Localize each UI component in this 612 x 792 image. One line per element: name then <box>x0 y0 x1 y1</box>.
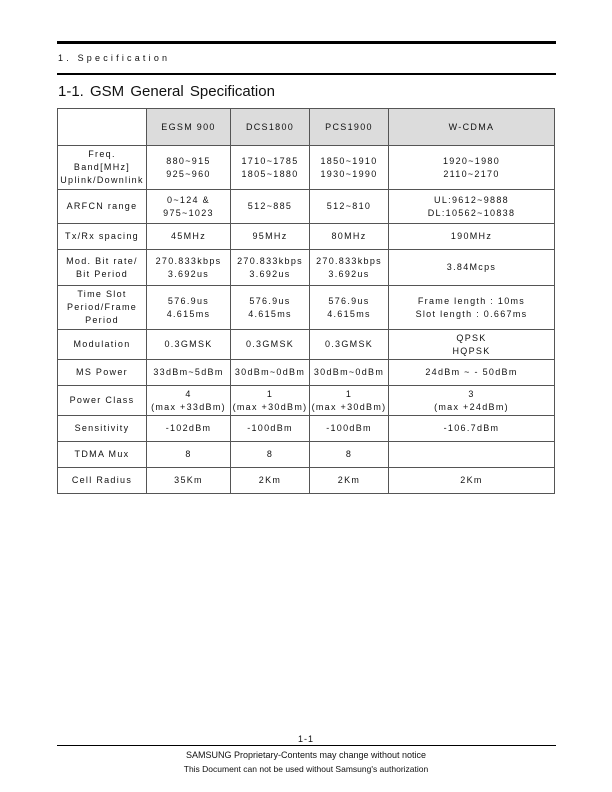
cell-line: 8 <box>345 449 353 459</box>
cell-line: 0.3GMSK <box>245 339 295 349</box>
table-row <box>58 286 555 330</box>
cell-line: 1 <box>266 388 274 399</box>
cell-line: 2Km <box>460 475 483 485</box>
cell-line: 45MHz <box>170 231 206 241</box>
table-cell <box>389 386 555 416</box>
table-cell <box>310 386 389 416</box>
table-cell <box>389 286 555 330</box>
cell-line: 2110~2170 <box>443 168 500 179</box>
table-cell <box>147 468 231 494</box>
cell-line: Slot length : 0.667ms <box>415 308 528 319</box>
table-cell <box>389 416 555 442</box>
table-cell <box>389 442 555 468</box>
row-label-line: Tx/Rx spacing <box>65 231 139 241</box>
table-cell <box>310 250 389 286</box>
cell-line: 512~885 <box>247 201 293 211</box>
table-row <box>58 250 555 286</box>
row-label-line: Modulation <box>73 339 131 349</box>
table-cell <box>147 250 231 286</box>
cell-line: 1930~1990 <box>320 168 378 179</box>
cell-line: 24dBm ~ - 50dBm <box>425 367 518 377</box>
table-cell <box>310 468 389 494</box>
cell-line: 1710~1785 <box>241 155 299 166</box>
page-title: 1-1. GSM General Specification <box>58 83 275 100</box>
footer-authorization: This Document can not be used without Samsung's authorization <box>183 764 429 774</box>
table-cell <box>147 442 231 468</box>
table-cell <box>389 190 555 224</box>
cell-line: (max +24dBm) <box>434 401 509 412</box>
row-label <box>58 360 147 386</box>
cell-line: 8 <box>266 449 274 459</box>
cell-line: 512~810 <box>326 201 372 211</box>
table-cell <box>231 442 310 468</box>
cell-line: 4 <box>185 388 192 399</box>
table-cell <box>231 416 310 442</box>
table-cell <box>147 330 231 360</box>
table-cell <box>389 330 555 360</box>
header-subrule <box>57 73 556 75</box>
cell-line: -100dBm <box>247 423 293 433</box>
cell-line: 33dBm~5dBm <box>153 367 224 377</box>
cell-line: 190MHz <box>450 231 493 241</box>
cell-line: QPSK <box>456 332 487 343</box>
row-label-line: Power Class <box>69 395 135 405</box>
cell-line: 2Km <box>337 475 361 485</box>
row-label <box>58 190 147 224</box>
section-label: 1. Specification <box>58 53 171 63</box>
row-label <box>58 442 147 468</box>
cell-line: (max +33dBm) <box>151 401 226 412</box>
cell-line: 270.833kbps <box>237 255 303 266</box>
header-cell: W-CDMA <box>389 109 555 146</box>
cell-line: 1805~1880 <box>241 168 299 179</box>
row-label-line: ARFCN range <box>66 201 138 211</box>
row-label-line: Mod. Bit rate/ <box>66 255 138 266</box>
cell-line: 30dBm~0dBm <box>234 367 306 377</box>
row-label <box>58 468 147 494</box>
table-cell <box>389 250 555 286</box>
footer-notice: SAMSUNG Proprietary-Contents may change without notice <box>185 750 427 760</box>
row-label <box>58 330 147 360</box>
row-label-line: Uplink/Downlink <box>60 175 144 185</box>
table-row <box>58 468 555 494</box>
table-cell <box>147 416 231 442</box>
cell-line: 3.692us <box>249 268 291 279</box>
cell-line: 3 <box>468 388 475 399</box>
cell-line: 4.615ms <box>327 308 371 319</box>
table-cell <box>231 190 310 224</box>
cell-line: 3.692us <box>328 268 370 279</box>
table-cell <box>231 286 310 330</box>
row-label-line: Period/Frame <box>66 302 138 312</box>
table-row <box>58 190 555 224</box>
cell-line: 270.833kbps <box>155 255 222 266</box>
cell-line: 0.3GMSK <box>164 339 213 349</box>
cell-line: HQPSK <box>452 345 491 356</box>
cell-line: Frame length : 10ms <box>417 295 526 306</box>
cell-line: 3.84Mcps <box>446 262 497 272</box>
cell-line: DL:10562~10838 <box>427 207 516 218</box>
table-cell <box>389 146 555 190</box>
cell-line: 1850~1910 <box>320 155 378 166</box>
table-cell <box>231 468 310 494</box>
cell-line: 4.615ms <box>248 308 292 319</box>
table-cell <box>389 224 555 250</box>
table-cell <box>147 386 231 416</box>
row-label-line: Period <box>85 315 119 325</box>
table-cell <box>231 386 310 416</box>
cell-line: 576.9us <box>328 295 370 306</box>
table-cell <box>310 360 389 386</box>
table-cell <box>310 190 389 224</box>
row-label <box>58 250 147 286</box>
cell-line: 880~915 <box>166 155 211 166</box>
row-label-line: TDMA Mux <box>74 449 130 459</box>
cell-line: 925~960 <box>166 168 211 179</box>
cell-line: 80MHz <box>331 231 367 241</box>
row-label <box>58 286 147 330</box>
cell-line: 576.9us <box>167 295 210 306</box>
table-cell <box>310 416 389 442</box>
cell-line: 3.692us <box>167 268 210 279</box>
row-label-line: MS Power <box>76 367 128 377</box>
header-rule <box>57 41 556 44</box>
table-row <box>58 330 555 360</box>
cell-line: 35Km <box>174 475 203 485</box>
table-cell <box>147 190 231 224</box>
page-number: 1-1 <box>297 734 314 744</box>
table-cell <box>147 360 231 386</box>
table-cell <box>147 286 231 330</box>
cell-line: -106.7dBm <box>443 423 500 433</box>
row-label-line: Band[MHz] <box>73 162 131 172</box>
cell-line: 30dBm~0dBm <box>313 367 385 377</box>
table-cell <box>310 330 389 360</box>
cell-line: 1920~1980 <box>443 155 500 166</box>
gsm-spec-table <box>57 108 555 494</box>
cell-line: 95MHz <box>252 231 288 241</box>
header-cell: EGSM 900 <box>147 109 231 146</box>
table-row <box>58 224 555 250</box>
table-cell <box>231 250 310 286</box>
row-label <box>58 224 147 250</box>
cell-line: UL:9612~9888 <box>434 194 509 205</box>
cell-line: 975~1023 <box>163 207 214 218</box>
cell-line: -100dBm <box>326 423 372 433</box>
cell-line: 4.615ms <box>166 308 211 319</box>
table-row <box>58 386 555 416</box>
table-row <box>58 416 555 442</box>
header-cell: PCS1900 <box>310 109 389 146</box>
cell-line: 0~124 & <box>167 194 210 205</box>
table-cell <box>231 146 310 190</box>
row-label <box>58 146 147 190</box>
table-cell <box>310 146 389 190</box>
row-label-line: Bit Period <box>75 268 129 279</box>
footer-rule <box>57 745 556 746</box>
table-cell <box>310 224 389 250</box>
row-label-line: Freq. <box>88 149 116 159</box>
cell-line: 2Km <box>258 475 282 485</box>
table-header-row <box>58 109 555 146</box>
table-cell <box>389 468 555 494</box>
row-label <box>58 416 147 442</box>
cell-line: (max +30dBm) <box>311 401 387 412</box>
table-cell <box>310 442 389 468</box>
table-cell <box>389 360 555 386</box>
table-cell <box>310 286 389 330</box>
header-cell: DCS1800 <box>231 109 310 146</box>
cell-line: 576.9us <box>249 295 291 306</box>
table-cell <box>231 360 310 386</box>
table-cell <box>231 330 310 360</box>
table-cell <box>231 224 310 250</box>
cell-line: 8 <box>185 449 192 459</box>
table-cell <box>147 224 231 250</box>
table-cell <box>147 146 231 190</box>
row-label-line: Time Slot <box>77 289 127 299</box>
table-row <box>58 360 555 386</box>
row-label <box>58 386 147 416</box>
row-label-line: Sensitivity <box>74 423 130 433</box>
cell-line: 270.833kbps <box>316 255 382 266</box>
cell-line: -102dBm <box>165 423 212 433</box>
cell-line: 1 <box>345 388 353 399</box>
header-cell-blank <box>58 109 147 146</box>
table-row <box>58 146 555 190</box>
table-row <box>58 442 555 468</box>
cell-line: 0.3GMSK <box>324 339 374 349</box>
cell-line: (max +30dBm) <box>232 401 308 412</box>
row-label-line: Cell Radius <box>71 475 133 485</box>
